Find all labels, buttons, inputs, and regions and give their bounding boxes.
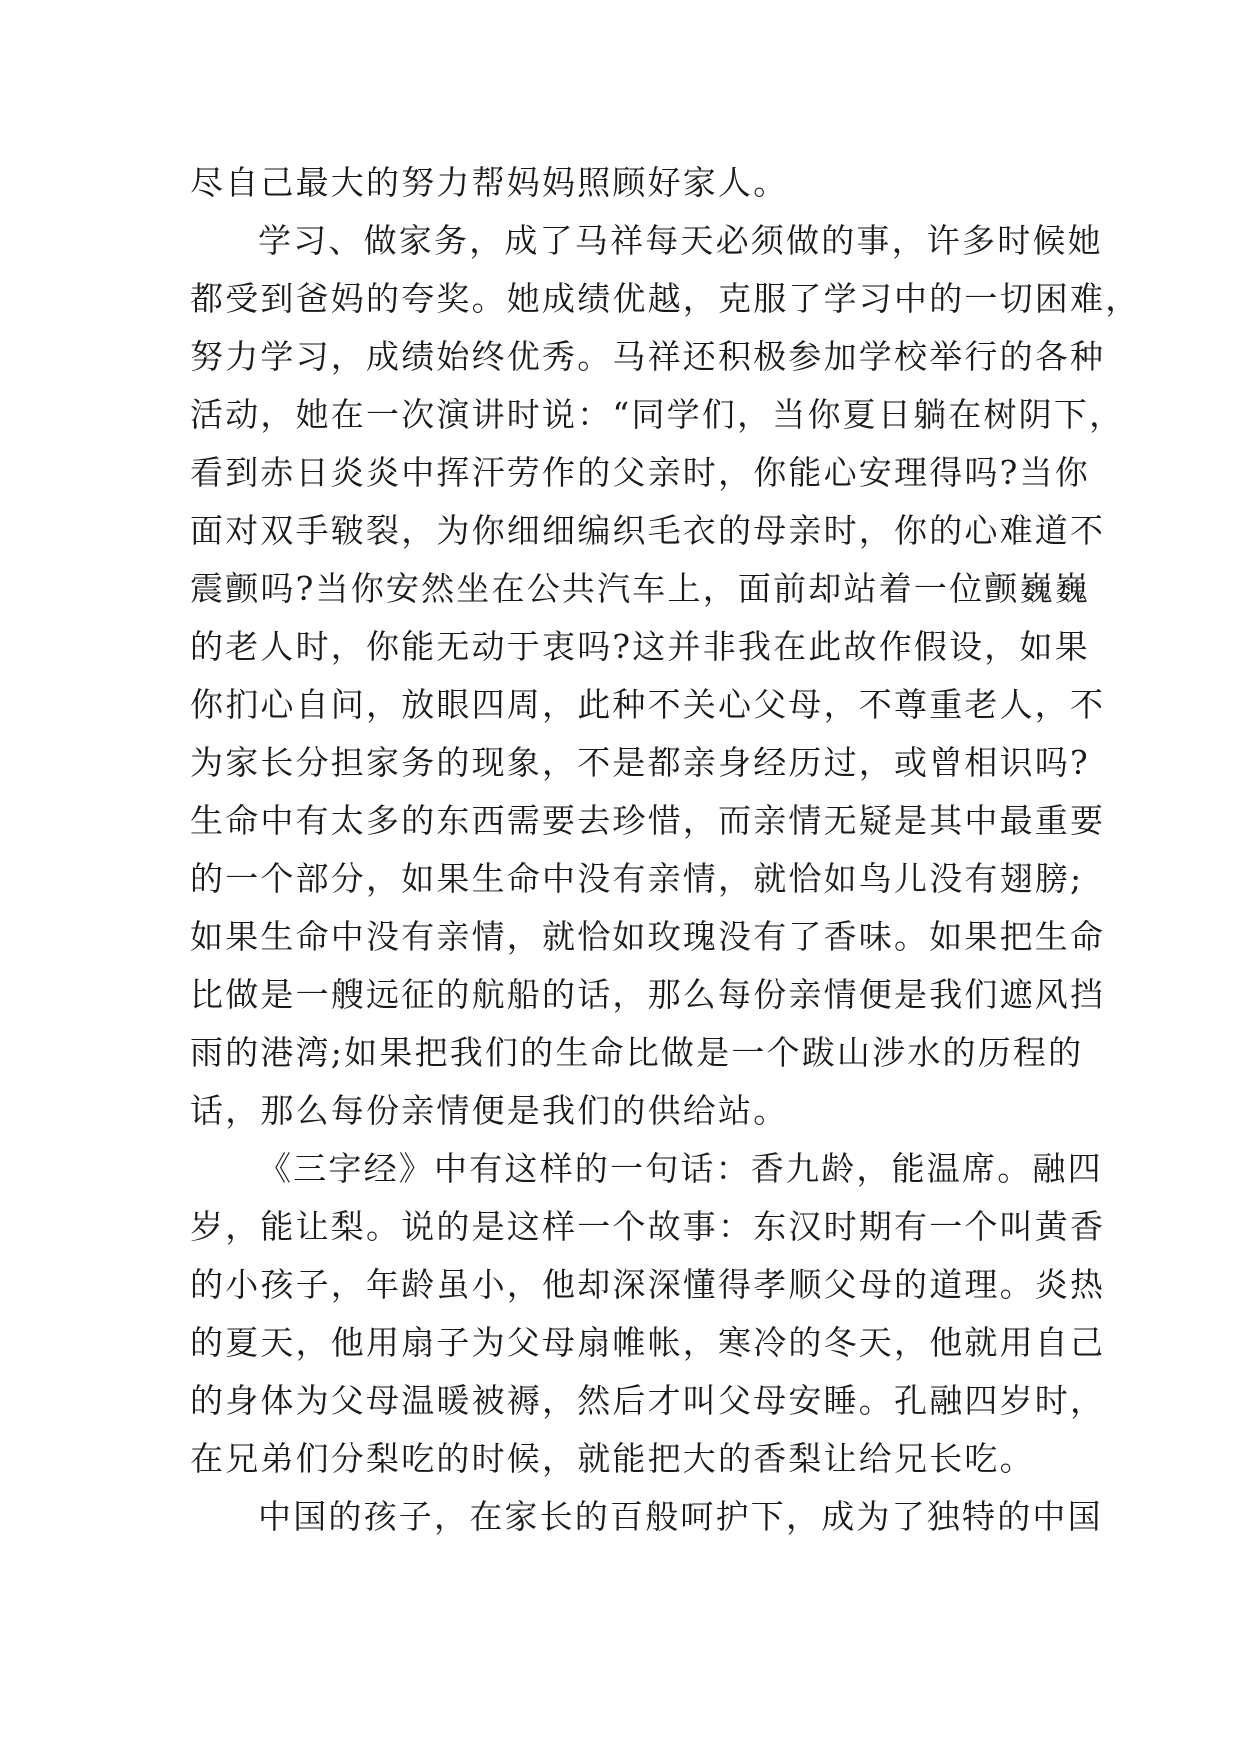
text-line: 学习、做家务，成了马祥每天必须做的事，许多时候她 <box>258 221 1103 260</box>
text-line: 雨的港湾;如果把我们的生命比做是一个跋山涉水的历程的 <box>190 1033 1084 1072</box>
body-text <box>190 154 1141 1546</box>
text-line: 比做是一艘远征的航船的话，那么每份亲情便是我们遮风挡 <box>190 975 1106 1014</box>
text-line: 为家长分担家务的现象，不是都亲身经历过，或曾相识吗? <box>190 743 1090 782</box>
text-line: 中国的孩子，在家长的百般呵护下，成为了独特的中国 <box>258 1497 1103 1536</box>
paragraph-4 <box>190 1488 1103 1546</box>
paragraph-1 <box>190 154 1050 212</box>
text-line: 的老人时，你能无动于衷吗?这并非我在此故作假设，如果 <box>190 627 1090 666</box>
text-line: 尽自己最大的努力帮妈妈照顾好家人。 <box>190 163 789 202</box>
paragraph-3 <box>190 1140 1106 1488</box>
text-line: 如果生命中没有亲情，就恰如玫瑰没有了香味。如果把生命 <box>190 917 1106 956</box>
text-line: 的夏天，他用扇子为父母扇帷帐，寒冷的冬天，他就用自己 <box>190 1323 1106 1362</box>
text-line: 你扪心自问，放眼四周，此种不关心父母，不尊重老人，不 <box>190 685 1106 724</box>
text-line: 《三字经》中有这样的一句话：香九龄，能温席。融四 <box>258 1149 1103 1188</box>
text-line: 的一个部分，如果生命中没有亲情，就恰如鸟儿没有翅膀; <box>190 859 1084 898</box>
text-line: 面对双手皲裂，为你细细编织毛衣的母亲时，你的心难道不 <box>190 511 1106 550</box>
text-line: 生命中有太多的东西需要去珍惜，而亲情无疑是其中最重要 <box>190 801 1106 840</box>
text-line: 活动，她在一次演讲时说：“同学们，当你夏日躺在树阴下， <box>190 395 1125 434</box>
text-line: 震颤吗?当你安然坐在公共汽车上，面前却站着一位颤巍巍 <box>190 569 1090 608</box>
paragraph-2 <box>190 212 1141 1140</box>
text-line: 的小孩子，年龄虽小，他却深深懂得孝顺父母的道理。炎热 <box>190 1265 1106 1304</box>
text-line: 在兄弟们分梨吃的时候，就能把大的香梨让给兄长吃。 <box>190 1439 1035 1478</box>
text-line: 岁，能让梨。说的是这样一个故事：东汉时期有一个叫黄香 <box>190 1207 1106 1246</box>
text-line: 的身体为父母温暖被褥，然后才叫父母安睡。孔融四岁时， <box>190 1381 1106 1420</box>
text-line: 努力学习，成绩始终优秀。马祥还积极参加学校举行的各种 <box>190 337 1106 376</box>
text-line: 话，那么每份亲情便是我们的供给站。 <box>190 1091 789 1130</box>
text-line: 都受到爸妈的夸奖。她成绩优越，克服了学习中的一切困难， <box>190 279 1141 318</box>
text-line: 看到赤日炎炎中挥汗劳作的父亲时，你能心安理得吗?当你 <box>190 453 1090 492</box>
